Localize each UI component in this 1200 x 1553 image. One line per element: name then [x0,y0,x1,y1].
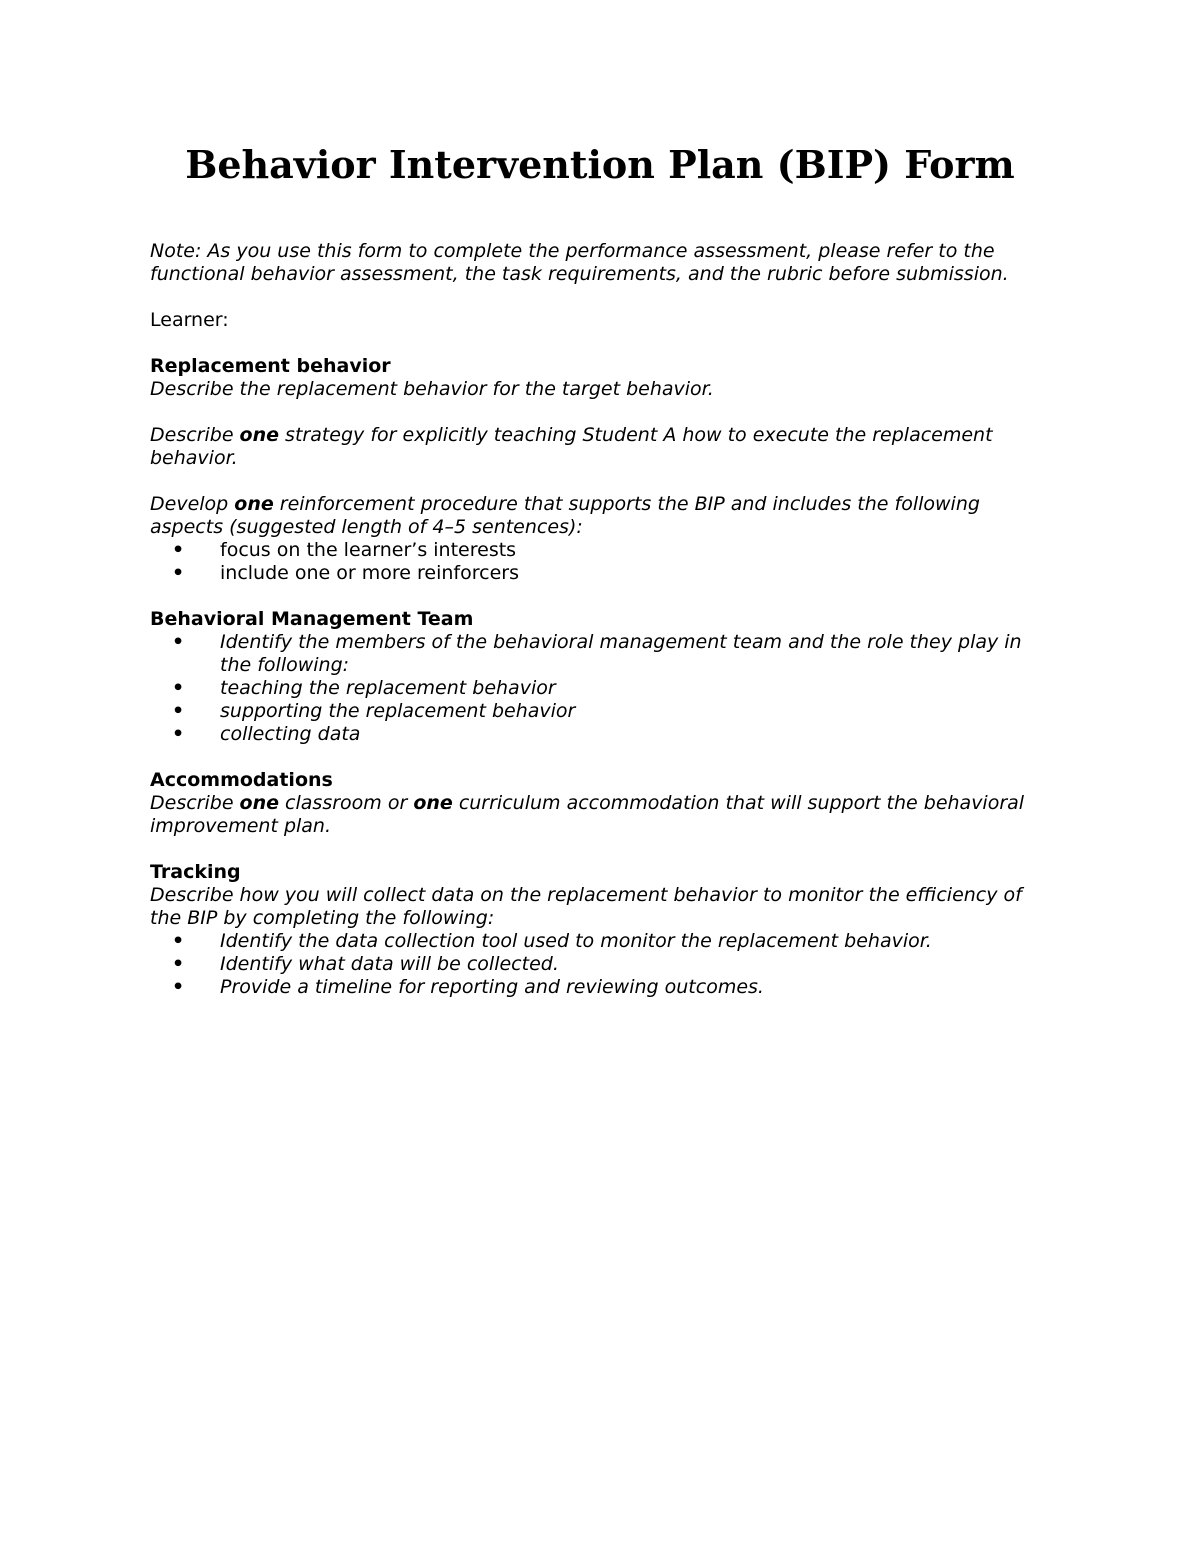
form-body [150,240,1040,999]
form-title: Behavior Intervention Plan (BIP) Form [185,142,1015,187]
teaching-strategy-prompt: Describe one strategy for explicitly teaching Student A how to execute the replacement behavior. [150,424,993,469]
behavioral-management-team-heading: Behavioral Management Team [150,608,474,630]
reinforcement-aspects-list [150,539,1040,585]
replacement-behavior-prompt: Describe the replacement behavior for the target behavior. [150,378,714,400]
list-item: • Identify the data collection tool used to monitor the replacement behavior. [150,930,1040,953]
replacement-behavior-heading: Replacement behavior [150,355,391,377]
accommodations-section [150,769,1040,838]
accommodations-prompt: Describe one classroom or one curriculum accommodation that will support the behavioral improvement plan. [150,792,1025,837]
tracking-heading: Tracking [150,861,241,883]
list-item: • include one or more reinforcers [150,562,1040,585]
list-item: • collecting data [150,723,1040,746]
emphasis-one: one [239,792,280,814]
list-item: • Provide a timeline for reporting and reviewing outcomes. [150,976,1040,999]
replacement-behavior-section [150,355,1040,585]
tracking-section [150,861,1040,999]
emphasis-one: one [239,424,280,446]
list-item: • focus on the learner’s interests [150,539,1040,562]
tracking-steps-list [150,930,1040,999]
accommodations-heading: Accommodations [150,769,333,791]
list-item: • Identify what data will be collected. [150,953,1040,976]
note-paragraph: Note: As you use this form to complete the performance assessment, please refer to the functional behavior assessment, the task requirements, and the rubric before submission. [150,240,1009,285]
list-item: • teaching the replacement behavior [150,677,1040,700]
reinforcement-procedure-prompt: Develop one reinforcement procedure that supports the BIP and includes the following aspects (suggested length of 4–5 sentences): [150,493,980,538]
tracking-prompt: Describe how you will collect data on the replacement behavior to monitor the efficiency of the BIP by completing the following: [150,884,1022,929]
behavioral-management-team-section [150,608,1040,746]
team-role-list [150,631,1040,746]
emphasis-one: one [413,792,453,814]
learner-label: Learner: [150,309,229,331]
list-item: • supporting the replacement behavior [150,700,1040,723]
emphasis-one: one [234,493,274,515]
list-item: • Identify the members of the behavioral management team and the role they play in the following: [150,631,1040,677]
